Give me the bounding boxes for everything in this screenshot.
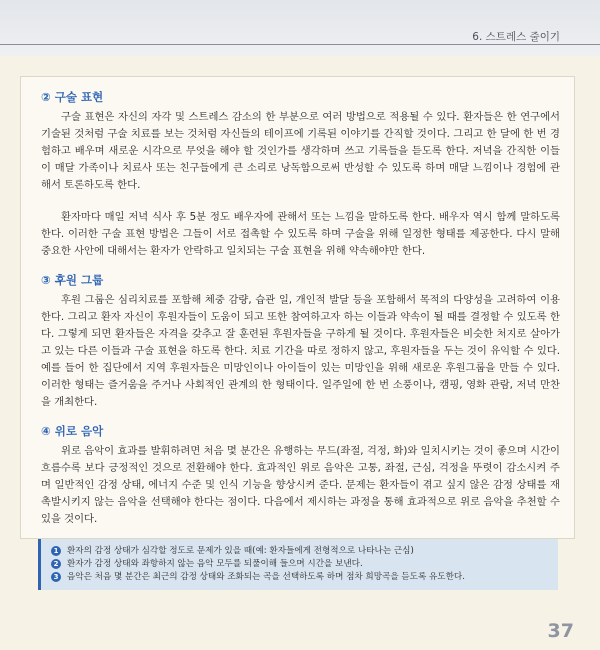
note-item [51, 571, 548, 584]
paragraph: 후원 그룹은 심리치료를 포함해 체중 감량, 습관 일, 개인적 발달 등을 포함해서 목적의 다양성을 고려하여 이용한다. 그리고 환자 자신이 후원자들이 도움이 되고 또한 참여하고자 하는 이들과 약속이 될 때를 결정할 수 있도록 한다. 그렇게 되면 환자들은 자격을 갖추고 잘 훈련된 후원자들을 구하게 될 것이다. 후원자들은 비슷한 처지로 살아가고 있는 다른 이들과 구술 표현을 하도록 한다. 치료 기간을 따로 정하지 않고, 후원자들을 두는 것이 유익할 수 있다. 예를 들어 한 집단에서 지역 후원자들은 미망인이나 아이들이 있는 미망인을 위해 새로운 후원그룹을 만들 수 있다. 이러한 형태는 즐거움을 주거나 사회적인 관계의 한 형태이다. 일주일에 한 번 소풍이나, 캠핑, 영화 관람, 저녁 만찬을 개최한다. [41, 294, 560, 408]
note-text: 환자가 감정 상태와 좌항하지 않는 음악 모두를 되풀이해 들으며 시간을 보낸다. [67, 559, 363, 569]
page-content [20, 76, 575, 539]
section-gap [41, 411, 560, 421]
section-gap [41, 260, 560, 270]
note-text: 환자의 감정 상태가 심각할 정도로 문제가 있을 때(예: 환자들에게 전형적으로 나타나는 근심) [67, 546, 414, 556]
page-number: 37 [547, 620, 574, 642]
section-heading-support-group: ③ 후원 그룹 [41, 273, 104, 287]
note-number-badge: 1 [51, 546, 61, 556]
note-number-badge: 3 [51, 572, 61, 582]
paragraph: 위로 음악이 효과를 발휘하려면 처음 몇 분간은 유행하는 무드(좌절, 걱정, 화)와 일치시키는 것이 좋으며 시간이 흐름수록 보다 긍정적인 것으로 전환해야 한다. 효과적인 위로 음악은 고통, 좌절, 근심, 걱정을 뚜렷이 감소시켜 주며 일반적인 감정 상태, 에너지 수준 및 인식 기능을 향상시켜 준다. 문제는 환자들이 겪고 싶지 않은 감정 상태를 재촉발시키지 않는 음악을 선택해야 한다는 점이다. 다음에서 제시하는 과정을 통해 효과적으로 위로 음악을 추천할 수 있을 것이다. [41, 445, 560, 525]
section-heading-oral-expression: ② 구술 표현 [41, 90, 104, 104]
notes-box [38, 539, 558, 590]
note-item [51, 545, 548, 558]
paragraph: 구술 표현은 자신의 자각 및 스트레스 감소의 한 부분으로 여러 방법으로 적용될 수 있다. 환자들은 한 연구에서 기술된 것처럼 구술 치료를 보는 것처럼 자신들의 테이프에 기록된 이야기를 간직할 것이다. 그리고 한 달에 한 번 경험하고 배우며 새로운 시각으로 무엇을 해야 할 것인가를 생각하며 쓰고 기록들을 듣도록 한다. 저녁을 간직한 이들이 매달 가족이나 치료사 또는 친구들에게 큰 소리로 낭독함으로써 반성할 수 있도록 하며 매달 느낌이나 경험에 관해서 토론하도록 한다. [41, 111, 560, 191]
paragraph-gap [41, 194, 560, 209]
header-band [0, 0, 600, 56]
header-rule [0, 44, 600, 45]
paragraph: 환자마다 매일 저녁 식사 후 5분 정도 배우자에 관해서 또는 느낌을 말하도록 한다. 배우자 역시 함께 말하도록 한다. 이러한 구술 표현 방법은 그들이 서로 접촉할 수 있도록 하며 구술을 위해 일정한 형태를 제공한다. 다시 말해 중요한 사안에 대해서는 환자가 안락하고 일치되는 구술 표현을 위해 약속해야만 한다. [41, 211, 560, 257]
note-text: 음악은 처음 몇 분간은 최근의 감정 상태와 조화되는 곡을 선택하도록 하며 점차 희망곡을 듣도록 유도한다. [67, 572, 465, 582]
note-item [51, 558, 548, 571]
section-heading-comfort-music: ④ 위로 음악 [41, 424, 104, 438]
note-number-badge: 2 [51, 559, 61, 569]
chapter-title: 6. 스트레스 줄이기 [472, 31, 560, 43]
